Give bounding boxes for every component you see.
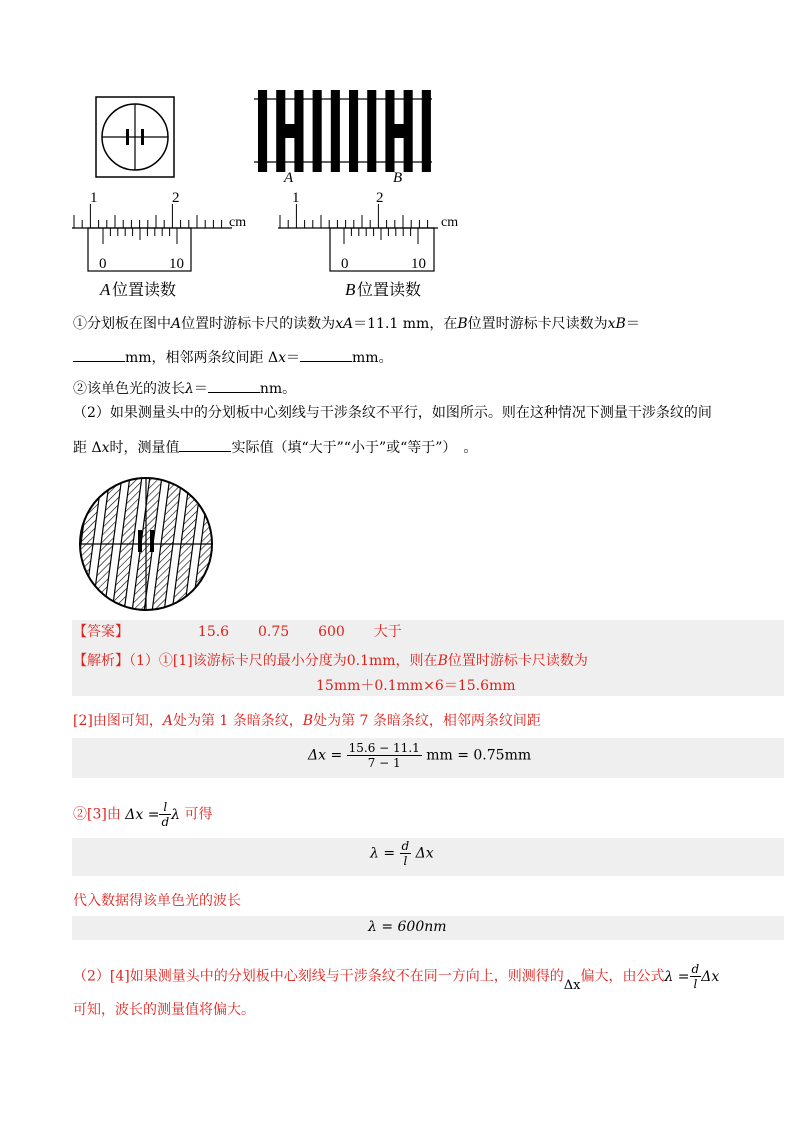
analysis-eq4: λ = 600nm [368,919,447,935]
analysis-line2: [2]由图可知，A处为第 1 条暗条纹，B处为第 7 条暗条纹，相邻两条纹间距 [73,713,541,729]
blank-compare[interactable] [179,437,231,452]
analysis-eq2: Δx = $\frac{15.6 - 11.1}{7 - 1}$ mm = 0.75mm [308,741,532,770]
svg-text:10: 10 [411,256,426,272]
fringe-bar [258,90,267,172]
q2-line: ②该单色光的波长λ＝ nm。 [73,378,296,399]
vernier-b [278,190,458,272]
fringe-bar [313,90,322,172]
q3-line1: （2）如果测量头中的分划板中心刻线与干涉条纹不平行，如图所示。则在这种情况下测量干涉条纹的间 [73,405,712,421]
caption-b-letter: B [345,280,356,299]
analysis-line1: 【解析】（1）①[1]该游标卡尺的最小分度为0.1mm，则在B位置时游标卡尺读数为 [73,653,588,669]
answer-value-3: 600 [318,624,345,640]
blank-lambda[interactable] [208,378,260,393]
fringe-bar [367,90,376,172]
fringe-bar [422,90,431,172]
analysis-line5: （2）[4]如果测量头中的分划板中心刻线与干涉条纹不在同一方向上，则测得的Δx偏大，由公式λ = $\frac{d}{l}$ Δx [73,962,720,993]
svg-text:2: 2 [376,190,384,206]
blank-xb[interactable] [73,347,125,362]
top-figure [60,90,480,305]
analysis-label: 【解析】 [73,653,129,669]
reticle-view [96,97,174,177]
q1-line2: mm，相邻两条纹间距 Δx＝ mm。 [73,347,393,368]
svg-text:0: 0 [341,256,349,272]
caption-b-text: 位置读数 [357,282,422,299]
answer-value-4: 大于 [373,624,402,640]
answer-value-1: 15.6 [197,624,230,640]
label-a: A [284,170,294,186]
answer-label: 【答案】 [73,624,129,640]
caption-a-text: 位置读数 [112,282,177,299]
tilted-reticle-figure [76,476,216,612]
svg-text:0: 0 [99,256,107,272]
blank-dx[interactable] [300,347,352,362]
analysis-eq1: 15mm＋0.1mm×6＝15.6mm [316,678,516,694]
svg-text:1: 1 [90,190,98,206]
q3-line2: 距 Δx时，测量值 实际值（填“大于”“小于”或“等于”） 。 [73,437,477,458]
fringe-bar [331,90,340,172]
caption-a-letter: A [100,280,111,299]
analysis-line6: 可知，波长的测量值将偏大。 [73,1002,255,1018]
svg-text:cm: cm [441,215,459,230]
vernier-a [72,190,246,272]
svg-text:10: 10 [169,256,184,272]
answer-line [73,622,402,642]
analysis-line4: 代入数据得该单色光的波长 [73,893,241,909]
answer-value-2: 0.75 [257,624,290,640]
analysis-line3: ②[3]由 Δx = $\frac{l}{d}$ λ 可得 [73,800,213,829]
fringe-pattern [254,90,432,186]
svg-text:cm: cm [229,215,247,230]
analysis-eq3: λ = $\frac{d}{l}$ Δx [370,839,434,868]
label-b: B [393,170,403,186]
q1-line1: ①分划板在图中A位置时游标卡尺的读数为xA＝11.1 mm，在B位置时游标卡尺读数为xB＝ [73,316,640,332]
fringe-bar [349,90,358,172]
svg-text:2: 2 [172,190,180,206]
svg-text:1: 1 [292,190,300,206]
